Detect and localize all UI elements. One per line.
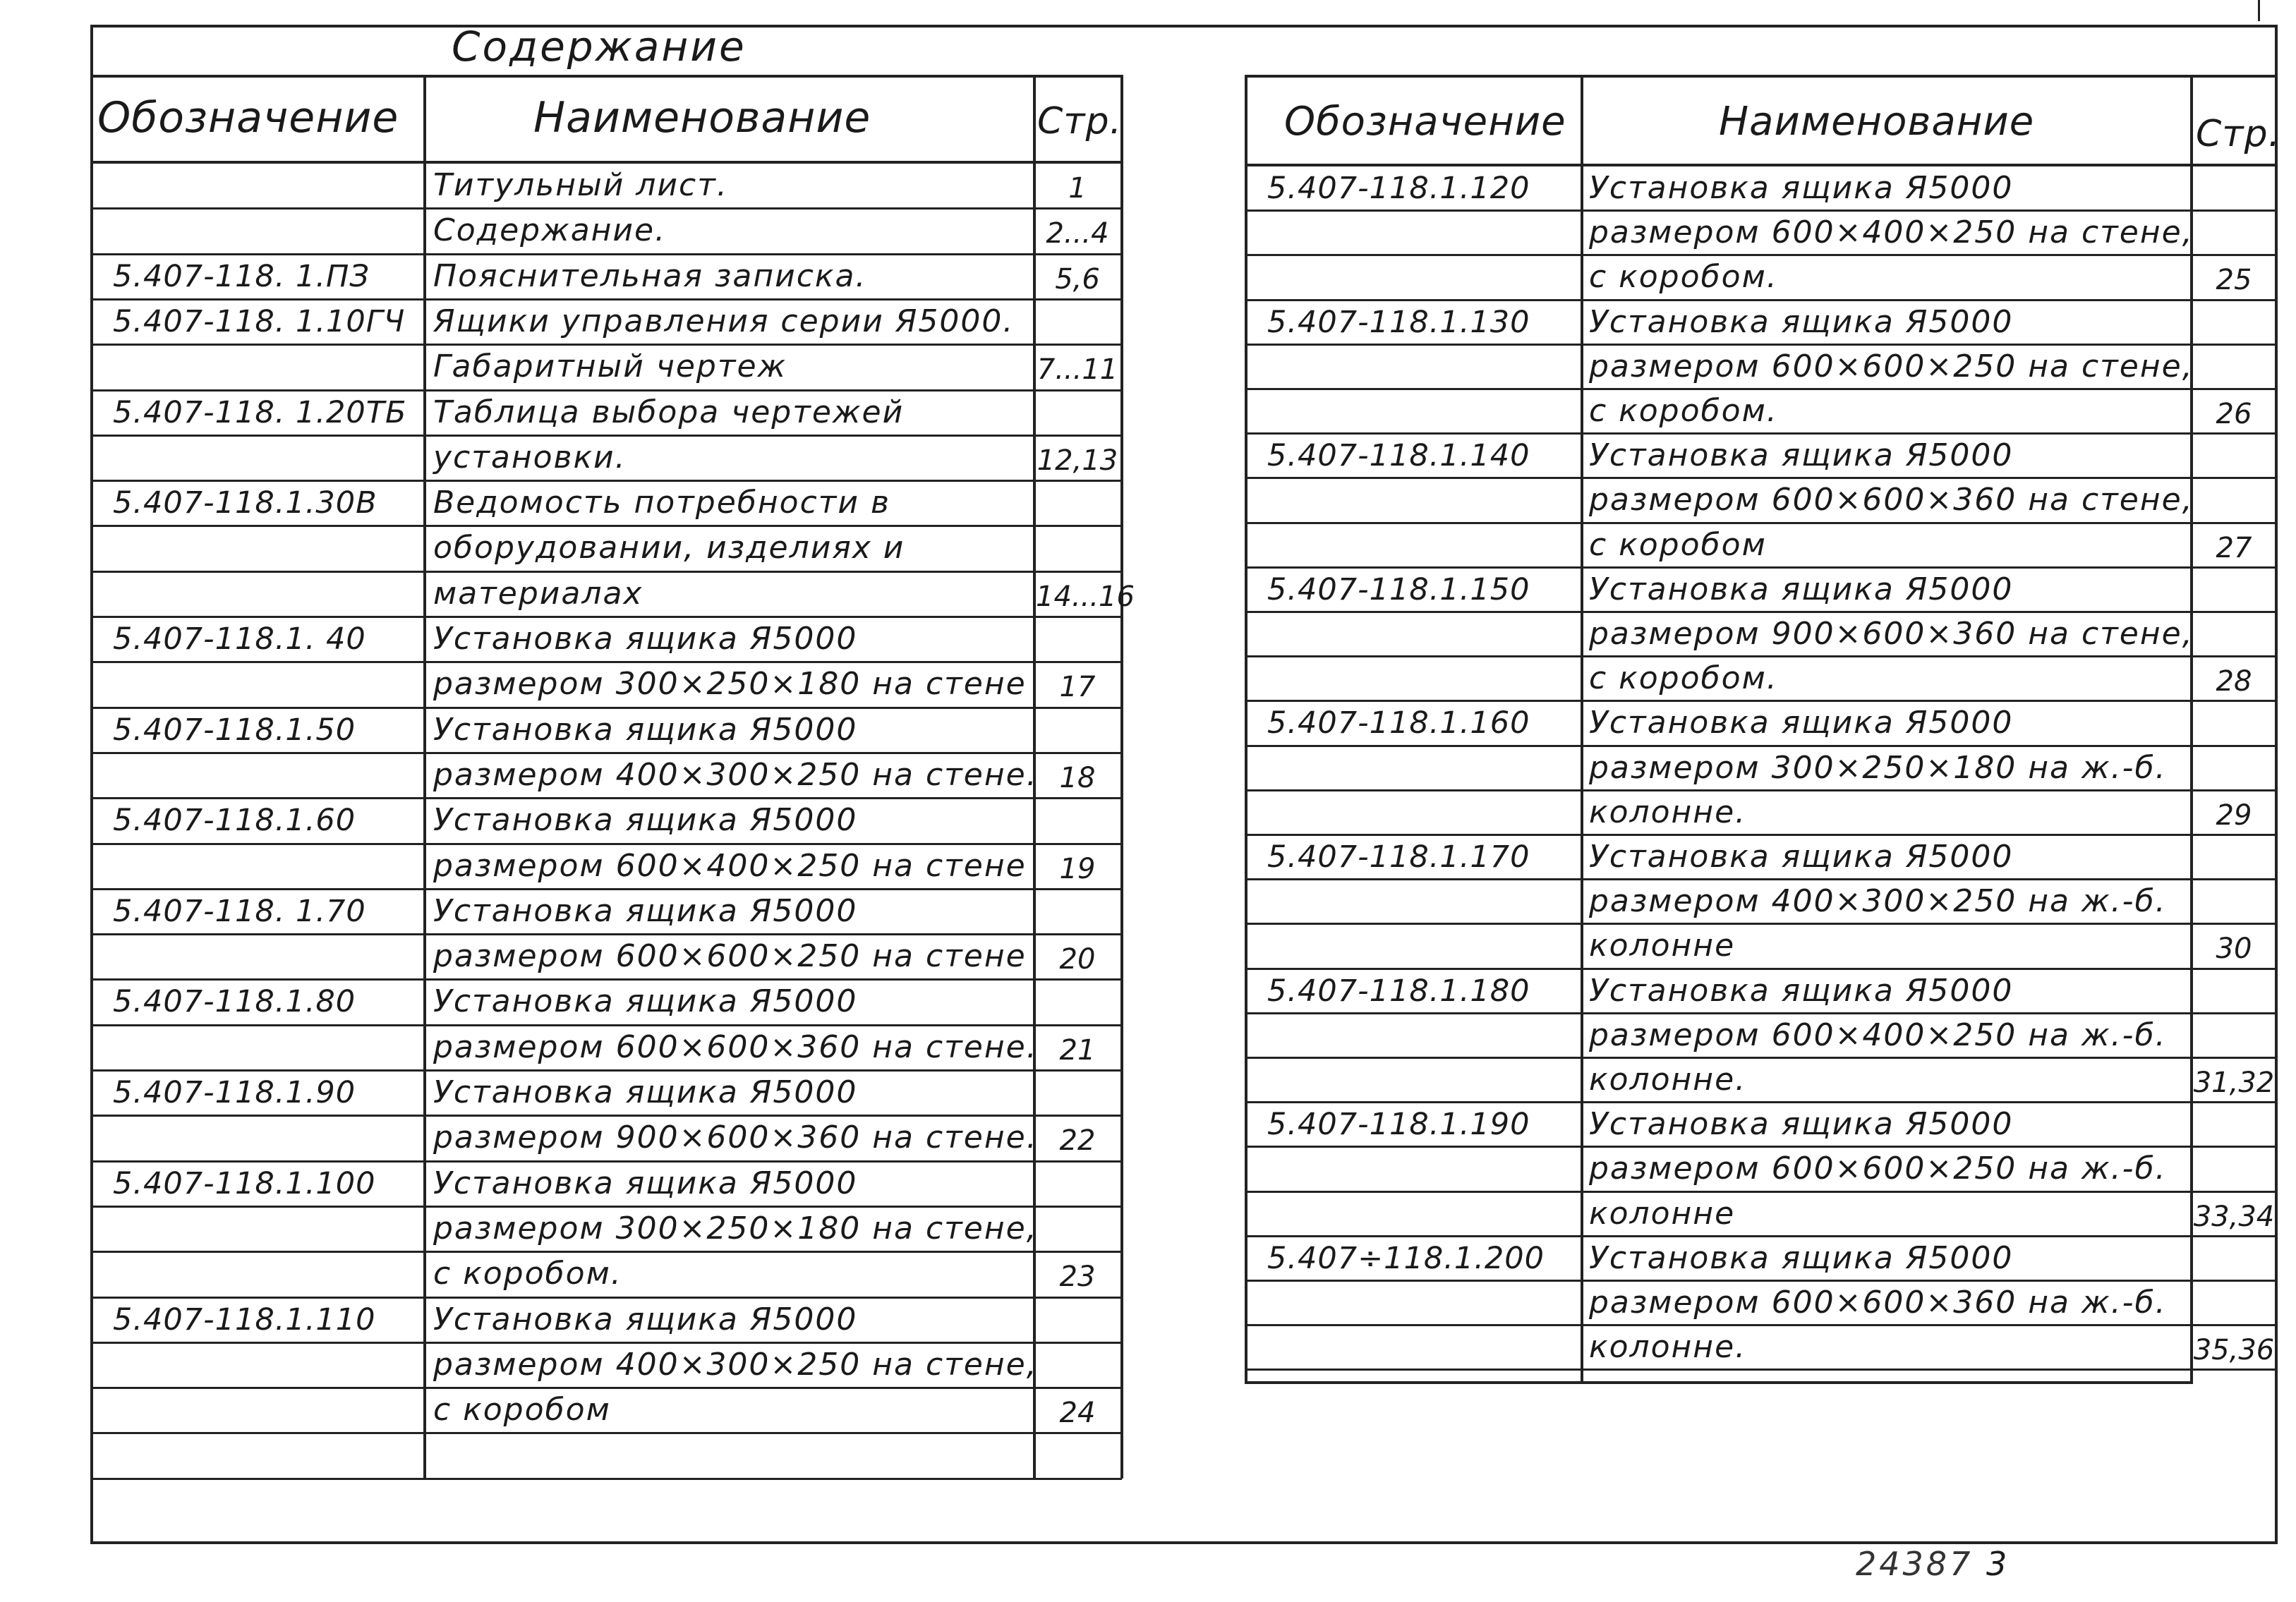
name-cell: колонне	[1589, 928, 1736, 964]
name-cell: размером 900×600×360 на стене,	[1589, 616, 2194, 652]
row-divider	[1245, 923, 2276, 925]
page-cell: 26	[2216, 398, 2252, 430]
page-cell: 28	[2216, 665, 2252, 698]
name-cell: Установка ящика Я5000	[433, 1165, 858, 1201]
name-cell: с коробом	[433, 1392, 611, 1428]
name-cell: Установка ящика Я5000	[1589, 303, 2014, 340]
designation-cell: 5.407-118.1.180	[1267, 973, 1530, 1009]
designation-cell: 5.407-118.1.190	[1267, 1107, 1530, 1143]
page-cell: 35,36	[2193, 1334, 2275, 1367]
name-cell: Установка ящика Я5000	[433, 1074, 858, 1110]
name-cell: Установка ящика Я5000	[433, 802, 858, 839]
right-table-left-edge	[1245, 75, 1247, 1383]
page-cell: 22	[1059, 1124, 1096, 1158]
name-cell: колонне	[1589, 1195, 1736, 1232]
page-cell: 23	[1059, 1261, 1096, 1294]
name-cell: Титульный лист.	[433, 167, 728, 203]
row-divider	[1245, 1369, 2276, 1371]
page-title: Содержание	[452, 23, 747, 71]
row-divider	[1245, 1324, 2276, 1326]
page-cell: 27	[2216, 531, 2252, 564]
designation-cell: 5.407-118. 1.10ГЧ	[113, 303, 406, 339]
name-cell: размером 600×600×360 на стене,	[1589, 482, 2194, 518]
page-cell: 2...4	[1046, 217, 1109, 250]
row-divider	[1245, 789, 2276, 791]
page-cell: 14...16	[1036, 580, 1135, 613]
sheet-number: 3	[1986, 1545, 2010, 1583]
page-cell: 12,13	[1037, 444, 1118, 477]
name-cell: с коробом.	[1589, 259, 1778, 296]
name-cell: Установка ящика Я5000	[433, 621, 858, 657]
name-cell: Ящики управления серии Я5000.	[433, 303, 1015, 339]
inventory-number: 24387	[1856, 1545, 1974, 1583]
left-header-page: Стр.	[1037, 100, 1123, 142]
name-cell: Пояснительная записка.	[433, 257, 867, 294]
page-cell: 20	[1059, 943, 1096, 976]
right-header-name: Наименование	[1719, 99, 2035, 145]
name-cell: Установка ящика Я5000	[433, 983, 858, 1020]
name-cell: материалах	[433, 575, 644, 612]
name-cell: с коробом.	[1589, 660, 1778, 697]
right-table-top	[1245, 75, 2276, 78]
designation-cell: 5.407-118.1.100	[113, 1165, 376, 1201]
page-cell: 7...11	[1037, 353, 1118, 387]
page-cell: 29	[2216, 799, 2252, 832]
name-cell: Установка ящика Я5000	[1589, 972, 2014, 1009]
designation-cell: 5.407÷118.1.200	[1267, 1240, 1545, 1276]
designation-cell: 5.407-118.1.120	[1267, 171, 1530, 206]
row-divider	[1245, 1191, 2276, 1193]
designation-cell: 5.407-118.1.110	[113, 1301, 376, 1337]
name-cell: Таблица выбора чертежей	[433, 394, 905, 430]
name-cell: Установка ящика Я5000	[1589, 437, 2014, 474]
designation-cell: 5.407-118.1.50	[113, 712, 356, 748]
designation-cell: 5.407-118.1.170	[1267, 839, 1530, 875]
name-cell: оборудовании, изделиях и	[433, 530, 905, 566]
designation-cell: 5.407-118.1.150	[1267, 571, 1530, 607]
page-cell: 5,6	[1055, 262, 1100, 296]
name-cell: Установка ящика Я5000	[1589, 705, 2014, 741]
name-cell: размером 900×600×360 на стене.	[433, 1119, 1038, 1156]
page-cell: 21	[1059, 1033, 1096, 1067]
name-cell: Установка ящика Я5000	[1589, 839, 2014, 875]
page-cell: 18	[1059, 761, 1096, 794]
name-cell: установки.	[433, 439, 627, 475]
name-cell: размером 600×600×360 на стене.	[433, 1028, 1038, 1065]
designation-cell: 5.407-118. 1.20ТБ	[113, 394, 407, 430]
designation-cell: 5.407-118. 1.70	[113, 893, 366, 929]
page-cell: 31,32	[2193, 1067, 2275, 1099]
name-cell: Установка ящика Я5000	[1589, 571, 2014, 607]
name-cell: размером 600×400×250 на стене	[433, 847, 1027, 884]
name-cell: размером 300×250×180 на стене	[433, 666, 1027, 703]
page-cell: 24	[1059, 1397, 1096, 1430]
name-cell: Установка ящика Я5000	[433, 1301, 858, 1337]
name-cell: размером 600×600×250 на ж.-б.	[1589, 1151, 2167, 1187]
name-cell: с коробом.	[433, 1256, 622, 1292]
designation-cell: 5.407-118. 1.ПЗ	[113, 258, 370, 294]
left-header-designation: Обозначение	[97, 93, 399, 142]
left-col-divider-1	[423, 75, 426, 1479]
name-cell: размером 600×400×250 на ж.-б.	[1589, 1017, 2167, 1053]
name-cell: Установка ящика Я5000	[1589, 1239, 2014, 1276]
name-cell: колонне.	[1589, 794, 1747, 830]
right-header-designation: Обозначение	[1284, 99, 1566, 145]
name-cell: с коробом	[1589, 526, 1767, 563]
page-cell: 1	[1068, 172, 1087, 205]
name-cell: размером 400×300×250 на стене.	[433, 756, 1038, 793]
designation-cell: 5.407-118.1.30В	[113, 485, 377, 521]
name-cell: Установка ящика Я5000	[1589, 1106, 2014, 1143]
row-divider	[90, 1432, 1122, 1434]
name-cell: Ведомость потребности в	[433, 485, 890, 521]
name-cell: размером 300×250×180 на стене,	[433, 1210, 1038, 1246]
name-cell: размером 600×600×250 на стене	[433, 938, 1027, 975]
designation-cell: 5.407-118.1.60	[113, 803, 356, 839]
name-cell: с коробом.	[1589, 393, 1778, 429]
name-cell: размером 300×250×180 на ж.-б.	[1589, 749, 2167, 786]
designation-cell: 5.407-118.1.80	[113, 984, 356, 1020]
right-col-divider-1	[1581, 75, 1583, 1383]
name-cell: Содержание.	[433, 212, 667, 249]
row-divider	[1245, 1057, 2276, 1059]
designation-cell: 5.407-118.1.130	[1267, 304, 1530, 340]
name-cell: размером 600×600×250 на стене,	[1589, 348, 2194, 384]
row-divider	[90, 1478, 1122, 1480]
name-cell: Установка ящика Я5000	[433, 892, 858, 929]
name-cell: Установка ящика Я5000	[433, 711, 858, 748]
right-header-page: Стр.	[2196, 113, 2281, 155]
designation-cell: 5.407-118.1. 40	[113, 621, 366, 657]
page-cell: 19	[1059, 852, 1096, 885]
designation-cell: 5.407-118.1.160	[1267, 705, 1530, 741]
name-cell: колонне.	[1589, 1062, 1747, 1098]
corner-mark	[2258, 0, 2260, 21]
name-cell: размером 600×400×250 на стене,	[1589, 214, 2194, 251]
name-cell: размером 400×300×250 на стене,	[433, 1346, 1038, 1383]
left-header-name: Наименование	[533, 93, 871, 142]
name-cell: размером 400×300×250 на ж.-б.	[1589, 883, 2167, 920]
left-table-right-edge	[1120, 75, 1123, 1479]
page-cell: 33,34	[2193, 1200, 2275, 1233]
name-cell: Габаритный чертеж	[433, 348, 787, 385]
name-cell: колонне.	[1589, 1329, 1747, 1366]
right-table-bottom	[1245, 1381, 2193, 1384]
name-cell: размером 600×600×360 на ж.-б.	[1589, 1285, 2167, 1321]
title-row-divider	[90, 75, 1122, 78]
page-cell: 17	[1059, 671, 1096, 704]
page-cell: 25	[2216, 264, 2252, 297]
page-cell: 30	[2216, 933, 2252, 966]
name-cell: Установка ящика Я5000	[1589, 170, 2014, 206]
designation-cell: 5.407-118.1.140	[1267, 438, 1530, 474]
designation-cell: 5.407-118.1.90	[113, 1075, 356, 1110]
